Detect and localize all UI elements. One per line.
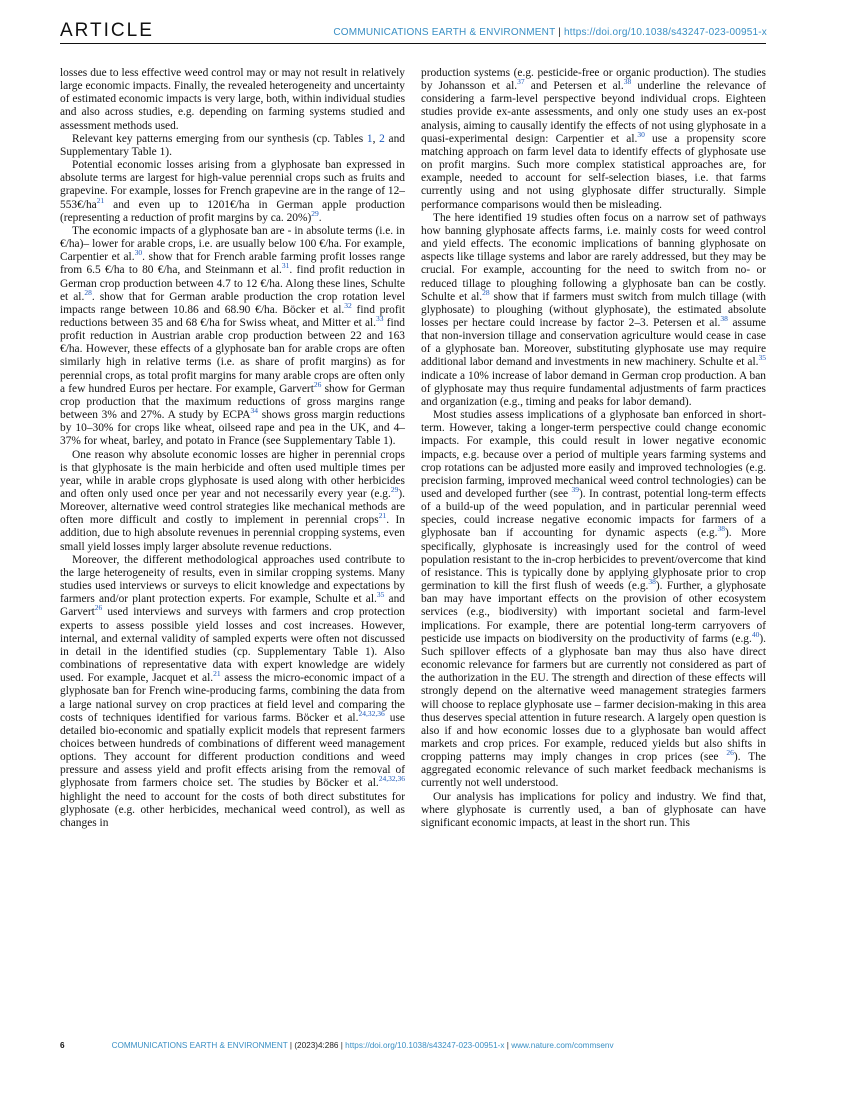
citation-ref[interactable]: 32	[344, 300, 352, 310]
paragraph: The here identified 19 studies often focus on a narrow set of pathways how banning glyphosate affects farms, i.e. mainly costs for weed control and yield effects. The economic implications of banning glyphosate on aspects like tillage systems and labor are rarely addressed, but they may be crucial. For example, accounting for the need to switch from no- or reduced tillage to ploughing following a glyphosate ban can be costly. Schulte et al.$^{28}$ show that if farmers must switch from mulch tillage (with glyphosate) to ploughing (without glyphosate), the estimated absolute losses per hectare could increase by factor 2–3. Petersen et al.$^{38}$ assume that non-inversion tillage and conservation agriculture would cease in case of a glyphosate ban. Moreover, substituting glyphosate use may require additional labor demand and investments in new machinery. Schulte et al.$^{35}$ indicate a 10% increase of labor demand in German crop production. A ban of glyphosate may thus require fundamental adjustments of farm practices and organization (e.g., timing and peaks for labor demand).	[421, 211, 766, 408]
footer-citation: (2023)4:286	[294, 1041, 339, 1050]
page-number: 6	[60, 1041, 65, 1050]
citation-ref[interactable]: 40	[751, 629, 760, 639]
footer-website-link[interactable]: www.nature.com/commsenv	[511, 1041, 614, 1050]
citation-ref[interactable]: 26	[313, 379, 322, 389]
citation-ref[interactable]: 35	[758, 353, 766, 363]
table-link[interactable]: 1	[366, 132, 373, 145]
citation-ref[interactable]: 21	[96, 195, 105, 205]
paragraph: Our analysis has implications for policy and industry. We find that, where glyphosate is currently used, a ban of glyphosate can have significant economic impacts, at least in the short run. This	[421, 790, 766, 829]
header-journal-name: COMMUNICATIONS EARTH & ENVIRONMENT	[333, 27, 556, 38]
article-type-label: ARTICLE	[60, 20, 154, 41]
citation-ref[interactable]: 30	[637, 129, 645, 139]
paragraph: Moreover, the different methodological approaches used contribute to the large heterogeneity of results, even in similar cropping systems. Many studies used interviews or surveys to elicit knowledge and expectations by farmers and/or plant protection experts. For example, Schulte et al.$^{35}$ and Garvert$^{26}$ used interviews and surveys with farmers and crop protection experts to assess possible yield losses and cost increases. However, internal, and external validity of sampled experts were often not discussed in detail in the identified studies (cp. Supplementary Table 1). Also combinations of representative data with expert knowledge are widely used. For example, Jacquet et al.$^{21}$ assess the micro-economic impact of a glyphosate ban for French wine-producing farms, combining the data from a large national survey on crop practices at field level and comparing the costs of techniques identified for various farms. Böcker et al.$^{24,32,36}$ use detailed bio-economic and spatially explicit models that represent farmers choices between hundreds of combinations of different weed management options. They account for different production conditions and weed pressure and assess yield and profit effects arising from the removal of glyphosate from farmers choice set. The studies by Böcker et al.$^{24,32,36}$ highlight the need to account for the costs of both direct substitutes for glyphosate (e.g. other herbicides, mechanical weed control), as well as changes in	[60, 553, 405, 829]
paragraph: Most studies assess implications of a glyphosate ban enforced in short-term. However, taking a longer-term perspective could change economic impacts. For example, this could result in lower negative economic impacts, e.g. because over a period of multiple years farming systems and crop rotations can be adjusted more easily and improved technologies (e.g. precision farming, improved mechanical weed control technologies) can be used and developed further (see $^{39}$). In contrast, potential long-term effects of a build-up of the weed population, and in particular perennial weed species, could increase negative economic impacts for farmers of a glyphosate ban if accounting for dynamic aspects (e.g.$^{38}$). More specifically, glyphosate is increasingly used for the control of weed population resistant to the in-crop herbicides to prevent/overcome that kind of resistance. This is typically done by applying glyphosate prior to crop germination to kill the first flush of weeds (e.g.$^{38}$). Further, a glyphosate ban may have important effects on the provision of other ecosystem services (e.g., biodiversity) with important societal and farm-level implications. For example, there are potential long-term carryovers of pesticide use impacts on biodiversity on the productivity of farms (e.g.$^{40}$). Such spillover effects of a glyphosate ban may thus also have direct economic relevance for farmers but are currently not considered as part of the authorization in the EU. The strength and direction of these effects will strongly depend on the alternative weed management strategies farmers will choose to replace glyphosate use – farmer decision-making in this area thus deserves special attention in future research. A largely open question is also if and how economic losses due to a glyphosate ban would affect markets and crop prices. For example, reduced yields but also shifts in cropping patterns may imply changes in crop prices (see $^{26}$). The aggregated economic relevance of such market feedback mechanisms is currently not well understood.	[421, 409, 766, 790]
paragraph: losses due to less effective weed control may or may not result in relatively large economic impacts. Finally, the revealed heterogeneity and uncertainty of estimated economic impacts is very large, both, within individual studies and also across studies, e.g. depending on farming systems studied and assessment methods used.	[60, 67, 405, 132]
header-rule	[60, 43, 766, 44]
footer-journal: COMMUNICATIONS EARTH & ENVIRONMENT	[111, 1041, 288, 1050]
citation-ref[interactable]: 26	[726, 748, 734, 758]
citation-ref[interactable]: 29	[390, 485, 399, 494]
citation-ref[interactable]: 21	[213, 669, 221, 679]
footer-doi-link[interactable]: https://doi.org/10.1038/s43247-023-00951-x	[345, 1041, 505, 1050]
header-separator: |	[558, 27, 562, 38]
citation-ref[interactable]: 38	[623, 77, 632, 87]
citation-ref[interactable]: 24,32,36	[378, 774, 405, 784]
left-column	[60, 67, 405, 830]
citation-ref[interactable]: 38	[717, 524, 725, 534]
citation-ref[interactable]: 28	[482, 287, 490, 297]
citation-ref[interactable]: 35	[376, 590, 385, 600]
citation-ref[interactable]: 37	[517, 77, 525, 87]
citation-ref[interactable]: 39	[571, 485, 579, 494]
citation-ref[interactable]: 31	[281, 261, 290, 271]
table-link[interactable]: 2	[379, 132, 385, 145]
page-footer: 6 COMMUNICATIONS EARTH & ENVIRONMENT | (2023)4:286 | https://doi.org/10.1038/s43247-023-00951-x | www.nature.com/commsenv	[60, 1041, 614, 1050]
citation-ref[interactable]: 33	[376, 313, 384, 323]
citation-ref[interactable]: 30	[134, 248, 143, 258]
paragraph: Relevant key patterns emerging from our synthesis (cp. Tables 1, 2 and Supplementary Table 1).	[60, 132, 405, 158]
citation-ref[interactable]: 38	[720, 313, 728, 323]
citation-ref[interactable]: 38	[648, 577, 656, 587]
right-column	[421, 67, 766, 830]
paragraph: production systems (e.g. pesticide-free or organic production). The studies by Johansson et al.$^{37}$ and Petersen et al.$^{38}$ underline the relevance of considering a farm-level perspective beyond individual crops. Eighteen studies provide ex-ante assessments, and only one study uses an ex-post analysis, aiming to causally identify the effects of not using glyphosate in a quasi-experimental design: Carpentier et al.$^{30}$ use a propensity score matching approach on farm level data to identify effects of glyphosate use on profit margins. Such more complex statistical approaches are, for example, needed to account for self-selection biases, i.e. that farms currently using and not using glyphosate differ structurally. Simple performance comparisons would then be misleading.	[421, 67, 766, 211]
citation-ref[interactable]: 34	[250, 406, 259, 416]
paragraph: Potential economic losses arising from a glyphosate ban expressed in absolute terms are largest for high-value perennial crops such as fruits and grapevine. For example, losses for French grapevine are in the range of $12-553€/ha^{21}$ and even up to 1201€/ha in German apple production (representing a reduction of profit margins by ca. 20%)$^{29}$.	[60, 159, 405, 224]
paragraph: One reason why absolute economic losses are higher in perennial crops is that glyphosate is the main herbicide and often used multiple times per year, while in arable crops glyphosate is used along with other herbicides and often only used once per year and not necessarily every year (e.g.$^{29}$). Moreover, alternative weed control strategies like mechanical methods are often more difficult and costly to implement in perennial crops$^{21}$. In addition, due to high absolute revenues in perennial cropping systems, even small yield losses imply larger absolute revenue reductions.	[60, 448, 405, 553]
paragraph: The economic impacts of a glyphosate ban are - in absolute terms (i.e. in €/ha)– lower for arable crops, i.e. are usually below 100 €/ha. For example, Carpentier et al.$^{30}$. show that for French arable farming profit losses range from 6.5 €/ha to 80 €/ha, and Steinmann et al.$^{31}$. find profit reduction in German crop production between 4.7 to 12 €/ha. Along these lines, Schulte et al.$^{28}$. show that for German arable production the crop rotation level impacts range between 10.86 and 68.90 €/ha. Böcker et al.$^{32}$ find profit reductions between 35 and 68 €/ha for Swiss wheat, and Mitter et al.$^{33}$ find profit reduction in Austrian arable crop production between 22 and 163 €/ha. However, these effects of a glyphosate ban for arable crops are often similarly high in relative terms (i.e. as share of profit margins) as for perennial crops, as total profit margins for many arable crops are often only a few hundred Euros per hectare. For example, Garvert$^{26}$ show for German crop production that the maximum reductions of gross margins range between 3% and 27%. A study by ECPA$^{34}$ shows gross margin reductions by 10–30% for crops like wheat, oilseed rape and pea in the UK, and 4–37% for wheat, barley, and potato in France (see Supplementary Table 1).	[60, 224, 406, 448]
header-doi-link[interactable]: https://doi.org/10.1038/s43247-023-00951-x	[564, 27, 767, 38]
citation-ref[interactable]: 28	[84, 287, 92, 297]
header-journal-doi	[333, 27, 767, 38]
citation-ref[interactable]: 26	[94, 603, 103, 613]
citation-ref[interactable]: 21	[378, 511, 387, 521]
citation-ref[interactable]: 29	[311, 208, 319, 218]
citation-ref[interactable]: 24,32,36	[358, 708, 385, 718]
